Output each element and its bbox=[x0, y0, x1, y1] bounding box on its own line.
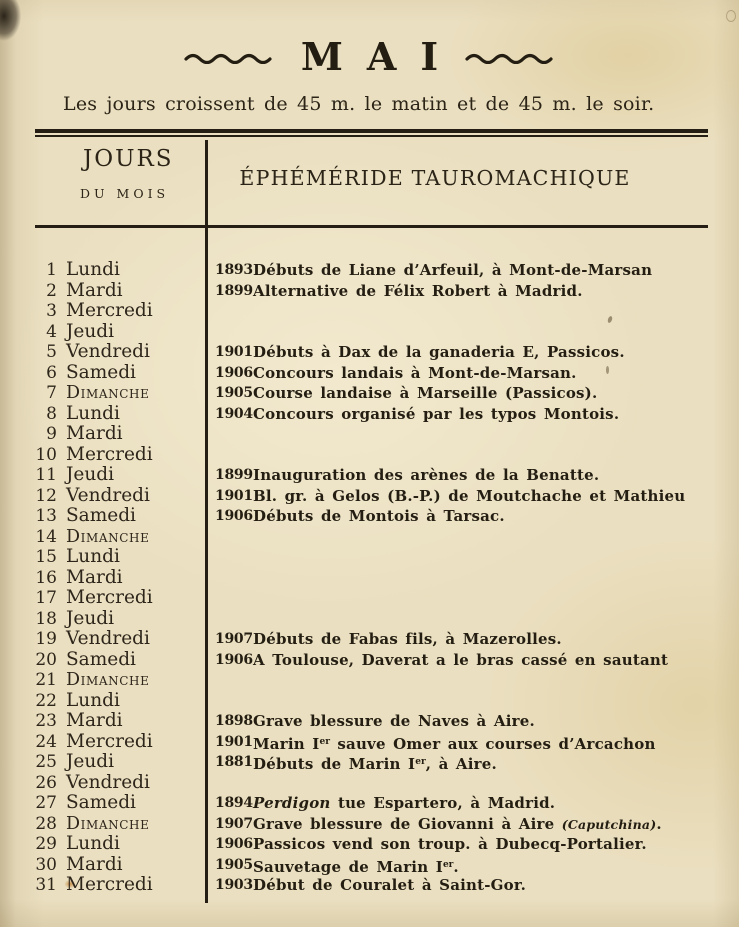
day-number: 23 bbox=[35, 711, 57, 731]
day-name: Dimanche bbox=[66, 383, 150, 403]
day-number: 15 bbox=[35, 547, 57, 567]
calendar-row bbox=[0, 506, 739, 527]
event-year: 1899 bbox=[215, 282, 253, 299]
event-text: Sauvetage de Marin Ier. bbox=[253, 857, 459, 876]
calendar-row bbox=[0, 752, 739, 773]
event-text: Débuts de Liane d’Arfeuil, à Mont-de-Marsan bbox=[253, 261, 653, 279]
event-year bbox=[206, 301, 250, 322]
event-text: Début de Couralet à Saint-Gor. bbox=[253, 876, 527, 894]
day-number: 27 bbox=[35, 793, 57, 813]
event-text: Concours organisé par les typos Montois. bbox=[253, 404, 620, 423]
top-double-rule bbox=[35, 129, 708, 137]
event-text: Débuts de Marin Ier, à Aire. bbox=[253, 755, 497, 773]
event-year: 1906 bbox=[215, 651, 253, 668]
day-number: 21 bbox=[35, 670, 57, 690]
event-year: 1906 bbox=[215, 364, 253, 381]
event-year: 1904 bbox=[215, 405, 253, 422]
event-text: Grave blessure de Giovanni à Aire (Caputchina). bbox=[253, 814, 662, 833]
event-text bbox=[250, 691, 739, 712]
calendar-row bbox=[0, 732, 739, 753]
calendar-row bbox=[0, 465, 739, 486]
day-name: Samedi bbox=[66, 361, 136, 383]
event-year bbox=[206, 527, 250, 548]
calendar-row bbox=[0, 793, 739, 814]
calendar-row bbox=[0, 609, 739, 630]
calendar-row bbox=[0, 855, 739, 876]
scan-speck bbox=[726, 10, 736, 22]
calendar-row bbox=[0, 711, 739, 732]
wavy-rule-icon bbox=[183, 50, 275, 64]
day-name: Dimanche bbox=[66, 670, 150, 690]
event-text bbox=[250, 445, 739, 466]
event-text: Marin Ier sauve Omer aux courses d’Arcachon bbox=[253, 734, 656, 753]
calendar-row bbox=[0, 281, 739, 302]
day-name: Mardi bbox=[66, 710, 123, 731]
day-number: 14 bbox=[35, 526, 57, 547]
event-year bbox=[206, 424, 250, 445]
event-year bbox=[206, 588, 250, 609]
day-number: 18 bbox=[35, 608, 57, 629]
day-number: 7 bbox=[46, 383, 57, 403]
event-text bbox=[250, 609, 739, 630]
month-title-row bbox=[0, 34, 739, 79]
day-name: Dimanche bbox=[66, 526, 150, 547]
days-column-header: JOURS bbox=[83, 146, 174, 172]
day-number: 24 bbox=[35, 731, 57, 752]
day-name: Mardi bbox=[66, 853, 123, 875]
day-name: Mercredi bbox=[66, 587, 153, 608]
wavy-rule-icon bbox=[464, 50, 556, 64]
event-year: 1898 bbox=[215, 713, 253, 729]
event-year bbox=[206, 670, 250, 691]
event-year: 1907 bbox=[215, 631, 253, 647]
event-text: Alternative de Félix Robert à Madrid. bbox=[253, 281, 583, 300]
event-year bbox=[206, 547, 250, 568]
event-text bbox=[250, 568, 739, 589]
day-name: Jeudi bbox=[66, 751, 115, 772]
calendar-rows bbox=[0, 260, 739, 896]
day-number: 3 bbox=[46, 301, 57, 321]
day-length-note: Les jours croissent de 45 m. le matin et de 45 m. le soir. bbox=[63, 93, 655, 115]
event-text bbox=[250, 527, 739, 548]
calendar-row bbox=[0, 445, 739, 466]
day-name: Samedi bbox=[66, 792, 136, 813]
day-number: 9 bbox=[46, 424, 57, 444]
calendar-row bbox=[0, 260, 739, 281]
calendar-row bbox=[0, 363, 739, 384]
day-number: 6 bbox=[46, 362, 57, 383]
calendar-row bbox=[0, 568, 739, 589]
event-text bbox=[250, 547, 739, 568]
event-year bbox=[206, 445, 250, 466]
event-year: 1881 bbox=[215, 754, 253, 770]
day-name: Mercredi bbox=[66, 443, 153, 465]
event-text: Passicos vend son troup. à Dubecq-Portalier. bbox=[253, 835, 647, 853]
calendar-row bbox=[0, 629, 739, 650]
day-number: 19 bbox=[35, 629, 57, 649]
event-year: 1893 bbox=[215, 262, 253, 278]
event-text: A Toulouse, Daverat a le bras cassé en sautant bbox=[253, 650, 669, 669]
calendar-row bbox=[0, 322, 739, 343]
calendar-row bbox=[0, 342, 739, 363]
scan-speck bbox=[606, 366, 609, 374]
calendar-row bbox=[0, 383, 739, 404]
event-text: Inauguration des arènes de la Benatte. bbox=[253, 466, 600, 484]
calendar-row bbox=[0, 424, 739, 445]
day-name: Mardi bbox=[66, 423, 123, 444]
calendar-row bbox=[0, 670, 739, 691]
calendar-row bbox=[0, 527, 739, 548]
calendar-row bbox=[0, 547, 739, 568]
day-name: Jeudi bbox=[66, 607, 115, 629]
calendar-row bbox=[0, 588, 739, 609]
event-year: 1906 bbox=[215, 508, 253, 524]
day-name: Samedi bbox=[66, 648, 136, 670]
event-year bbox=[206, 609, 250, 630]
day-name: Lundi bbox=[66, 259, 120, 280]
event-year: 1907 bbox=[215, 815, 253, 832]
header-bottom-rule bbox=[35, 225, 708, 228]
event-text: Débuts de Montois à Tarsac. bbox=[253, 507, 505, 525]
event-year: 1901 bbox=[215, 733, 253, 750]
day-name: Jeudi bbox=[66, 464, 115, 485]
event-text: Débuts de Fabas fils, à Mazerolles. bbox=[253, 630, 562, 648]
day-number: 30 bbox=[35, 854, 57, 875]
calendar-row bbox=[0, 773, 739, 794]
event-text bbox=[250, 424, 739, 445]
event-year bbox=[206, 322, 250, 343]
day-number: 20 bbox=[35, 649, 57, 670]
calendar-row bbox=[0, 691, 739, 712]
calendar-row bbox=[0, 650, 739, 671]
event-text: Débuts à Dax de la ganaderia E, Passicos. bbox=[253, 343, 625, 361]
event-text: Grave blessure de Naves à Aire. bbox=[253, 712, 535, 730]
day-name: Samedi bbox=[66, 505, 136, 526]
event-text: Course landaise à Marseille (Passicos). bbox=[253, 384, 598, 402]
day-number: 16 bbox=[35, 567, 57, 588]
day-name: Mardi bbox=[66, 279, 123, 301]
event-text bbox=[250, 773, 739, 794]
day-number: 4 bbox=[46, 321, 57, 342]
event-year: 1901 bbox=[215, 487, 253, 504]
day-name: Vendredi bbox=[66, 771, 150, 793]
day-name: Lundi bbox=[66, 402, 120, 424]
day-number: 13 bbox=[35, 506, 57, 526]
events-column-header: ÉPHÉMÉRIDE TAUROMACHIQUE bbox=[239, 166, 631, 190]
day-name: Vendredi bbox=[66, 484, 150, 506]
event-text: Concours landais à Mont-de-Marsan. bbox=[253, 363, 577, 382]
day-name: Lundi bbox=[66, 833, 120, 854]
scan-speck bbox=[343, 102, 347, 106]
month-title: MAI bbox=[300, 34, 463, 79]
day-number: 8 bbox=[46, 403, 57, 424]
calendar-row bbox=[0, 875, 739, 896]
event-year bbox=[206, 691, 250, 712]
event-text bbox=[250, 588, 739, 609]
day-number: 12 bbox=[35, 485, 57, 506]
day-number: 10 bbox=[35, 444, 57, 465]
day-number: 31 bbox=[35, 875, 57, 895]
day-number: 1 bbox=[46, 260, 57, 280]
day-number: 17 bbox=[35, 588, 57, 608]
event-text: Bl. gr. à Gelos (B.-P.) de Moutchache et Mathieu bbox=[253, 486, 686, 505]
calendar-row bbox=[0, 834, 739, 855]
event-text bbox=[250, 670, 739, 691]
day-number: 26 bbox=[35, 772, 57, 793]
event-year: 1899 bbox=[215, 467, 253, 483]
day-name: Lundi bbox=[66, 689, 120, 711]
calendar-row bbox=[0, 404, 739, 425]
day-number: 2 bbox=[46, 280, 57, 301]
event-year bbox=[206, 568, 250, 589]
day-name: Dimanche bbox=[66, 813, 150, 834]
event-year: 1903 bbox=[215, 877, 253, 893]
event-year: 1894 bbox=[215, 795, 253, 811]
event-year bbox=[206, 773, 250, 794]
calendar-row bbox=[0, 301, 739, 322]
day-name: Jeudi bbox=[66, 320, 115, 342]
event-year: 1901 bbox=[215, 344, 253, 360]
day-number: 11 bbox=[35, 465, 57, 485]
day-number: 29 bbox=[35, 834, 57, 854]
day-number: 5 bbox=[46, 342, 57, 362]
event-year: 1905 bbox=[215, 856, 253, 873]
day-name: Mercredi bbox=[66, 730, 153, 752]
event-text bbox=[250, 322, 739, 343]
event-year: 1905 bbox=[215, 385, 253, 401]
day-name: Vendredi bbox=[66, 341, 150, 362]
day-name: Mercredi bbox=[66, 300, 153, 321]
calendar-row bbox=[0, 486, 739, 507]
event-year: 1906 bbox=[215, 836, 253, 852]
day-name: Lundi bbox=[66, 546, 120, 567]
day-name: Vendredi bbox=[66, 628, 150, 649]
day-name: Mercredi bbox=[66, 874, 153, 895]
day-number: 22 bbox=[35, 690, 57, 711]
calendar-row bbox=[0, 814, 739, 835]
day-number: 28 bbox=[35, 813, 57, 834]
event-text bbox=[250, 301, 739, 322]
event-text: Perdigon tue Espartero, à Madrid. bbox=[253, 794, 556, 812]
day-number: 25 bbox=[35, 752, 57, 772]
days-column-subheader: DU MOIS bbox=[80, 186, 170, 201]
day-name: Mardi bbox=[66, 566, 123, 588]
